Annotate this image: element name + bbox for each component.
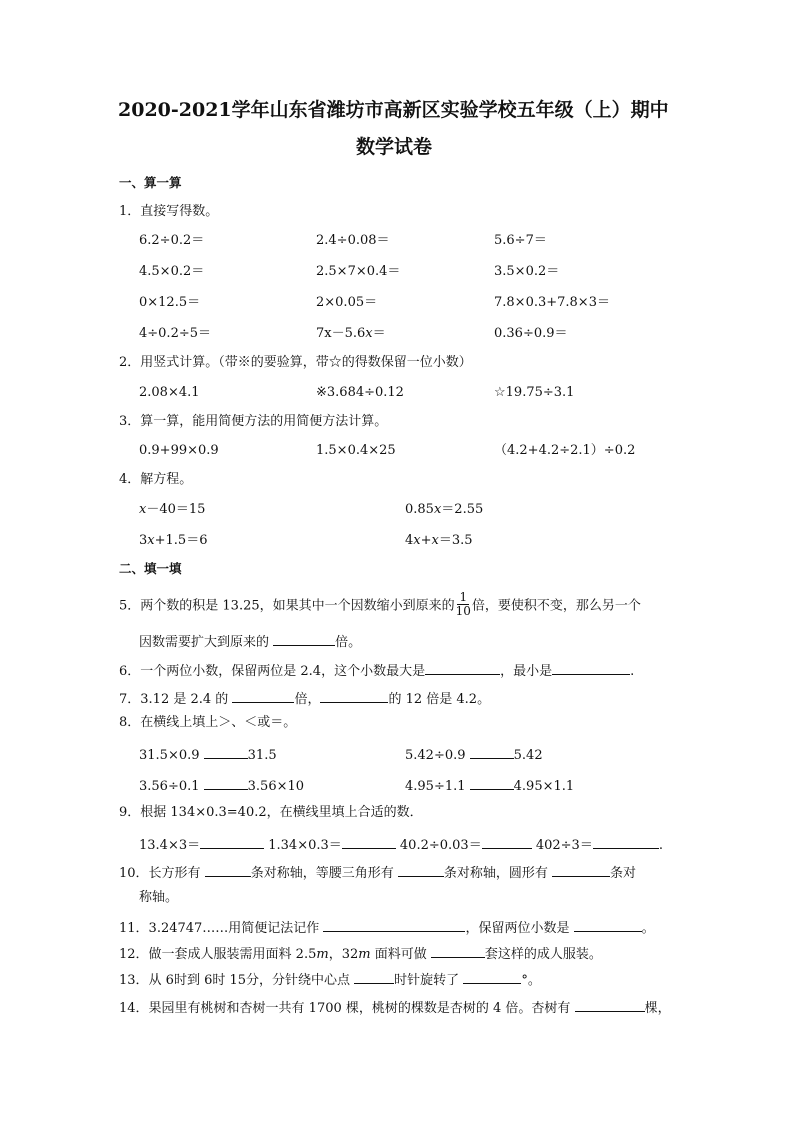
q1-item: 4.5×0.2＝ [139,264,205,279]
answer-blank[interactable] [470,746,514,759]
answer-blank[interactable] [273,633,335,646]
answer-blank[interactable] [552,662,630,675]
question-2-label: 2．用竖式计算。（带※的要验算，带☆的得数保留一位小数） [119,355,472,370]
equation-4: 4x+x＝3.5 [405,533,473,548]
page-title-line1: 2020-2021学年山东省潍坊市高新区实验学校五年级（上）期中 [118,99,669,121]
q3-item: 0.9+99×0.9 [139,443,219,458]
question-8-label: 8．在横线上填上＞、＜或＝。 [119,715,297,730]
answer-blank[interactable] [205,864,251,877]
question-6: 6．一个两位小数，保留两位是 2.4，这个小数最大是 ，最小是 . [119,664,635,679]
answer-blank[interactable] [342,836,396,849]
answer-blank[interactable] [482,836,532,849]
answer-blank[interactable] [232,690,294,703]
q8-compare: 31.5×0.9 31.5 [139,748,277,763]
equation-3: 3x+1.5＝6 [139,533,208,548]
q8-compare: 3.56÷0.1 3.56×10 [139,779,305,794]
question-1-label: 1．直接写得数。 [119,204,219,219]
answer-blank[interactable] [552,864,610,877]
q9-items: 13.4×3＝ 1.34×0.3＝ 40.2÷0.03＝ 402÷3＝ . [139,838,663,853]
answer-blank[interactable] [354,971,394,984]
q3-item: 1.5×0.4×25 [316,443,396,458]
equation-2: 0.85x＝2.55 [405,502,484,517]
answer-blank[interactable] [204,777,248,790]
q2-item: ☆19.75÷3.1 [494,385,575,400]
q1-item: 2.4÷0.08＝ [316,233,390,248]
q8-compare: 5.42÷0.9 5.42 [405,748,543,763]
answer-blank[interactable] [593,836,659,849]
q8-compare: 4.95÷1.1 4.95×1.1 [405,779,575,794]
answer-blank[interactable] [320,690,388,703]
q1-item: 0×12.5＝ [139,295,201,310]
q1-item: 3.5×0.2＝ [494,264,560,279]
q1-item: 5.6÷7＝ [494,233,547,248]
answer-blank[interactable] [575,999,645,1012]
question-10-line2: 称轴。 [139,890,179,905]
question-9-label: 9．根据 134×0.3=40.2，在横线里填上合适的数． [119,805,423,820]
question-5-line2: 因数需要扩大到原来的 倍。 [139,635,362,650]
answer-blank[interactable] [200,836,264,849]
question-14: 14．果园里有桃树和杏树一共有 1700 棵，桃树的棵数是杏树的 4 倍。杏树有 棵， [119,1001,671,1016]
equation-1: x－40＝15 [139,502,206,517]
section-heading-2: 二、填一填 [119,561,182,576]
answer-blank[interactable] [431,945,485,958]
answer-blank[interactable] [574,919,642,932]
fraction: $\frac{1}{10}$ [455,590,471,618]
q3-item: （4.2+4.2÷2.1）÷0.2 [494,443,636,458]
page-title-line2: 数学试卷 [356,136,433,158]
answer-blank[interactable] [398,864,444,877]
q1-item: 2.5×7×0.4＝ [316,264,401,279]
question-3-label: 3．算一算，能用简便方法的用简便方法计算。 [119,414,388,429]
answer-blank[interactable] [425,662,500,675]
question-11: 11．3.24747……用简便记法记作 ，保留两位小数是 。 [119,921,655,936]
q1-item-algebra: 7x－5.6x＝ [316,326,386,341]
q1-item: 4÷0.2÷5＝ [139,326,212,341]
answer-blank[interactable] [463,971,521,984]
question-4-label: 4．解方程。 [119,472,193,487]
q1-item: 0.36÷0.9＝ [494,326,568,341]
q1-item: 2×0.05＝ [316,295,378,310]
q1-item: 6.2÷0.2＝ [139,233,205,248]
q2-item: ※3.684÷0.12 [316,385,404,400]
answer-blank[interactable] [323,919,465,932]
q1-item: 7.8×0.3+7.8×3＝ [494,295,610,310]
section-heading-1: 一、算一算 [119,175,182,190]
question-7: 7．3.12 是 2.4 的 倍， 的 12 倍是 4.2。 [119,692,491,707]
answer-blank[interactable] [204,746,248,759]
question-10-line1: 10．长方形有 条对称轴，等腰三角形有 条对称轴，圆形有 条对 [119,866,637,881]
answer-blank[interactable] [470,777,514,790]
question-13: 13．从 6时到 6时 15分，分针绕中心点 时针旋转了 °。 [119,973,541,988]
question-12: 12．做一套成人服装需用面料 2.5m，32m 面料可做 套这样的成人服装。 [119,947,602,962]
q2-item: 2.08×4.1 [139,385,200,400]
question-5-line1: 5．两个数的积是 13.25，如果其中一个因数缩小到原来的 $\frac{1}{10}$ 倍，要使积不变，那么另一个 [119,590,641,618]
